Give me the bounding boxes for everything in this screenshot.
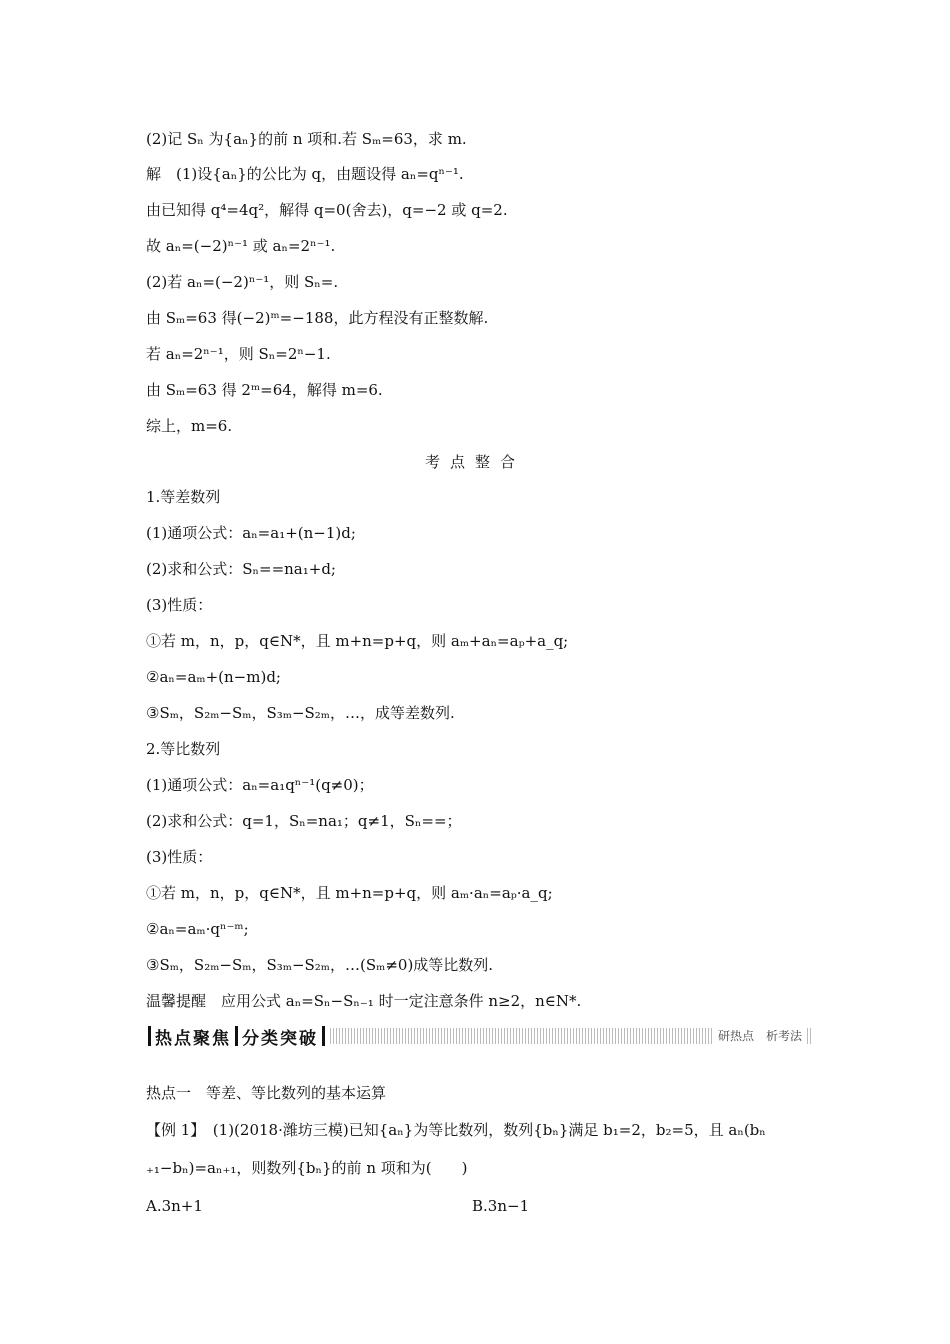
text-line: ①若 m，n，p，q∈N*，且 m+n=p+q，则 aₘ·aₙ=aₚ·a_q; <box>146 884 553 902</box>
text-line: ③Sₘ，S₂ₘ−Sₘ，S₃ₘ−S₂ₘ，…(Sₘ≠0)成等比数列. <box>146 956 494 974</box>
text-line: (3)性质： <box>146 848 213 866</box>
text-line: (1)通项公式：aₙ=a₁qⁿ⁻¹(q≠0)； <box>146 776 374 794</box>
text-line: (2)求和公式：q=1，Sₙ=na₁；q≠1，Sₙ==； <box>146 812 462 830</box>
section-title: 考点整合 <box>424 453 525 471</box>
text-line: 综上，m=6. <box>146 417 233 435</box>
text-line: 若 aₙ=2ⁿ⁻¹，则 Sₙ=2ⁿ−1. <box>146 345 331 363</box>
text-line: 温馨提醒 应用公式 aₙ=Sₙ−Sₙ₋₁ 时一定注意条件 n≥2，n∈N*. <box>146 992 582 1010</box>
text-line: (2)求和公式：Sₙ==na₁+d; <box>146 560 336 578</box>
banner-subtitle: 研热点 析考法 <box>714 1027 806 1045</box>
text-line: (2)若 aₙ=(−2)ⁿ⁻¹，则 Sₙ=. <box>146 273 339 291</box>
banner-divider <box>235 1026 238 1046</box>
text-line: 由已知得 q⁴=4q²，解得 q=0(舍去)，q=−2 或 q=2. <box>146 201 508 219</box>
text-line: ②aₙ=aₘ·qⁿ⁻ᵐ; <box>146 920 249 938</box>
banner-title-a: 热点聚焦 <box>155 1028 231 1049</box>
banner-title-b: 分类突破 <box>242 1028 318 1049</box>
banner-divider <box>322 1026 325 1046</box>
example-line: ₊₁−bₙ)=aₙ₊₁，则数列{bₙ}的前 n 项和为( ) <box>146 1159 468 1177</box>
text-line: 由 Sₘ=63 得(−2)ᵐ=−188，此方程没有正整数解. <box>146 309 489 327</box>
text-line: (3)性质： <box>146 596 213 614</box>
text-line: (2)记 Sₙ 为{aₙ}的前 n 项和.若 Sₘ=63，求 m. <box>146 130 467 148</box>
hotspot-title: 热点一 等差、等比数列的基本运算 <box>146 1084 387 1102</box>
text-line: 2.等比数列 <box>146 740 221 758</box>
section-banner <box>144 1023 812 1049</box>
text-line: (1)通项公式：aₙ=a₁+(n−1)d; <box>146 524 356 542</box>
text-line: ①若 m，n，p，q∈N*，且 m+n=p+q，则 aₘ+aₙ=aₚ+a_q; <box>146 632 569 650</box>
text-line: 由 Sₘ=63 得 2ᵐ=64，解得 m=6. <box>146 381 383 399</box>
text-line: ②aₙ=aₘ+(n−m)d; <box>146 668 281 686</box>
option-a: A.3n+1 <box>146 1197 203 1215</box>
banner-divider <box>148 1026 151 1046</box>
example-line: 【例 1】 (1)(2018·潍坊三模)已知{aₙ}为等比数列，数列{bₙ}满足 b₁=2，b₂=5，且 aₙ(bₙ <box>146 1121 766 1139</box>
banner-title <box>144 1023 329 1049</box>
text-line: 1.等差数列 <box>146 488 221 506</box>
text-line: 解 (1)设{aₙ}的公比为 q，由题设得 aₙ=qⁿ⁻¹. <box>146 165 464 183</box>
text-line: 故 aₙ=(−2)ⁿ⁻¹ 或 aₙ=2ⁿ⁻¹. <box>146 237 336 255</box>
text-line: ③Sₘ，S₂ₘ−Sₘ，S₃ₘ−S₂ₘ，…，成等差数列. <box>146 704 455 722</box>
option-b: B.3n−1 <box>472 1197 530 1215</box>
